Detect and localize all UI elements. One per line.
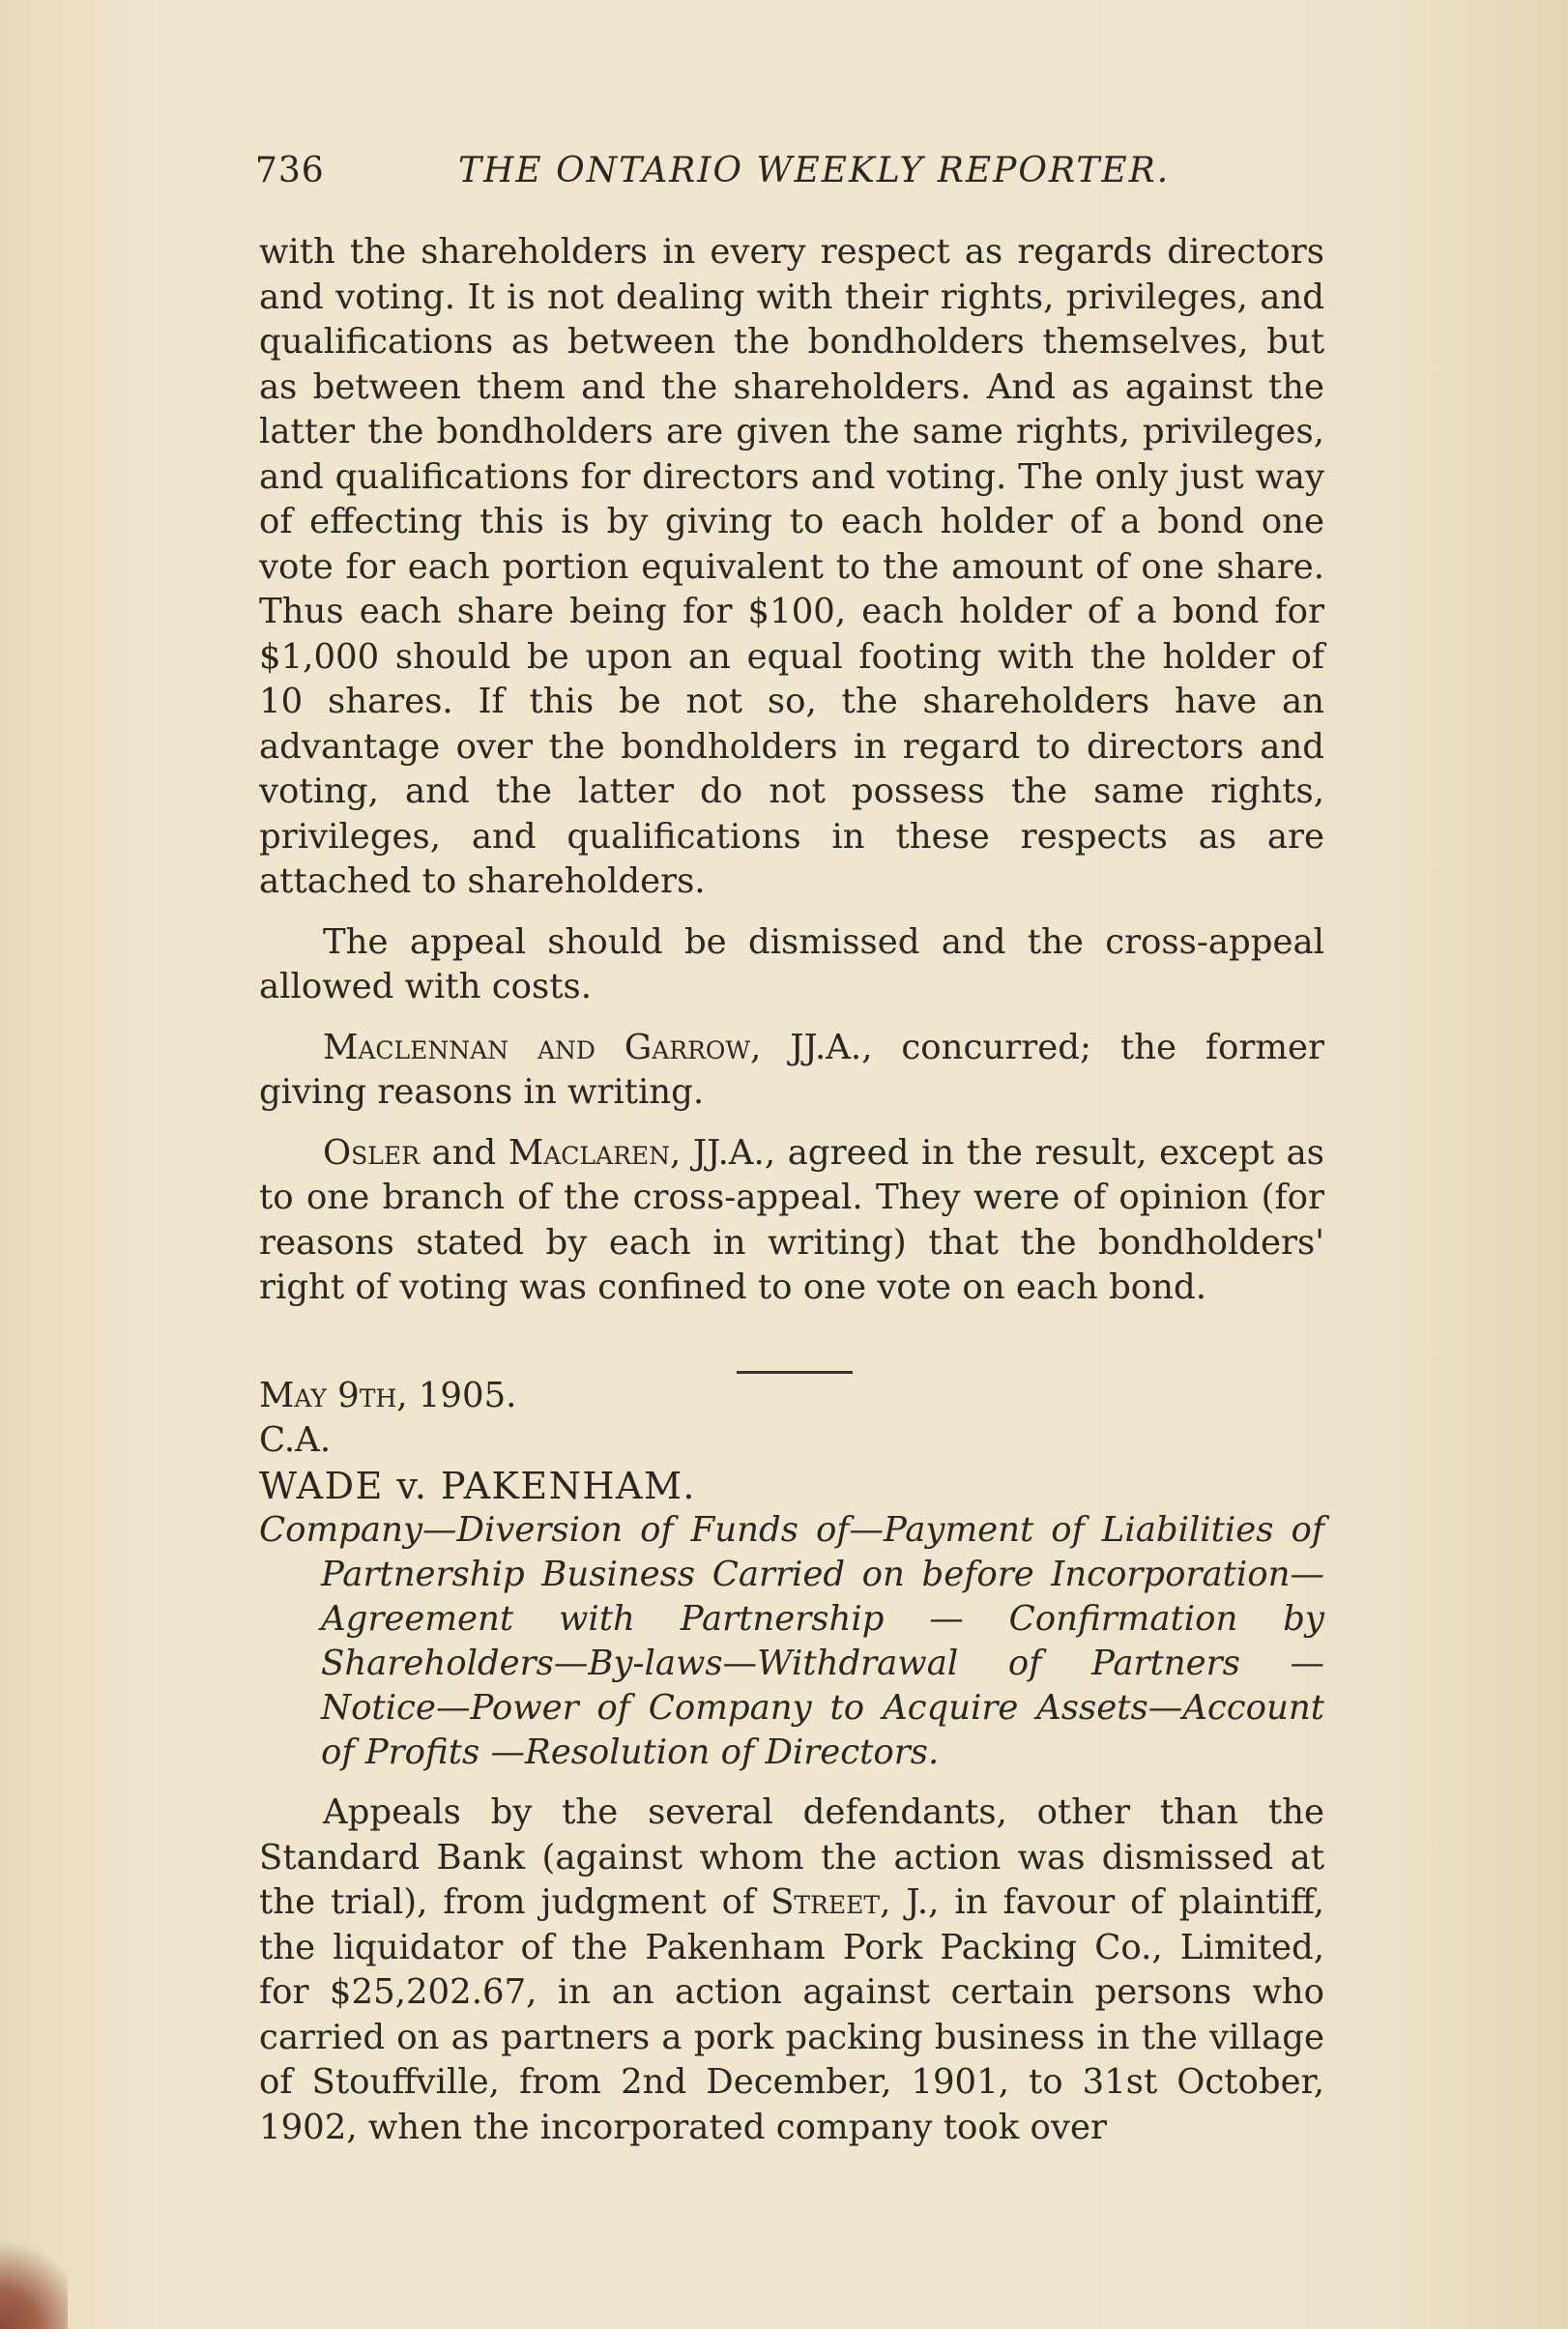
paragraph-continuation: with the shareholders in every respect as regards directors and voting. It is not dealing with their rights, privileges, and qualifications as between the bondholders themselves, but as between them and the shareholders. And as against the latter the bondholders are given the same rights, privileges, and qualifications for directors and voting. The only just way of effecting this is by giving to each holder of a bond one vote for each portion equivalent to the amount of one share. Thus each share being for $100, each holder of a bond for $1,000 should be upon an equal footing with the holder of 10 shares. If this be not so, the shareholders have an advantage over the bondholders in regard to directors and voting, and the latter do not possess the same rights, privileges, and qualifications in these respects as are attached to shareholders. xyxy=(259,232,1324,901)
page-body xyxy=(259,230,1324,2150)
paragraph-appeal xyxy=(259,1790,1324,2150)
concurrence-text: , JJ.A., concurred; the former giving reasons in writing. xyxy=(259,1027,1324,1112)
page-number: 736 xyxy=(255,151,325,190)
case-date: May 9th, 1905. xyxy=(259,1375,517,1415)
judge-name-maclaren: Maclaren xyxy=(508,1132,671,1173)
paragraph-concurrence xyxy=(259,1026,1324,1116)
running-title: THE ONTARIO WEEKLY REPORTER. xyxy=(458,151,1171,190)
court-abbreviation: C.A. xyxy=(259,1420,332,1460)
page-corner-shadow xyxy=(0,2223,68,2329)
paragraph-disposition: The appeal should be dismissed and the cross-appeal allowed with costs. xyxy=(259,921,1324,1006)
judge-name-osler: Osler xyxy=(323,1132,420,1173)
appeal-text: , J., in favour of plaintiff, the liquidator of the Pakenham Pork Packing Co., Limited, for $25,202.67, in an action against certain persons who carried on as partners a pork packing business in the village of Stouffville, from 2nd December, 1901, to 31st October, 1902, when the incorporated company took over xyxy=(259,1882,1324,2147)
trial-judge-name: Street xyxy=(770,1882,881,1922)
case-headnote: Company—Diversion of Funds of—Payment of Liabilities of Partnership Business Carried on before Incorporation—Agreement with Partnership — Confirmation by Shareholders—By-laws—Withdrawal of Partners — Notice—Power of Company to Acquire Assets—Account of Profits —Resolution of Directors. xyxy=(259,1510,1324,1772)
conjunction: and xyxy=(419,1132,508,1173)
partial-dissent-text: , JJ.A., agreed in the result, except as to one branch of the cross-appeal. They were of opinion (for reasons stated by each in writing) that the bondholders' right of voting was confined to one vote on each bond. xyxy=(259,1132,1324,1307)
paragraph-partial-dissent xyxy=(259,1131,1324,1311)
appeal-intro: Appeals by the several defendants, other than the Standard Bank (against whom the action was dismissed at the trial), from judgment of xyxy=(259,1792,1324,1922)
case-title: WADE v. PAKENHAM. xyxy=(259,1464,696,1507)
judge-names: Maclennan and Garrow xyxy=(323,1027,751,1067)
